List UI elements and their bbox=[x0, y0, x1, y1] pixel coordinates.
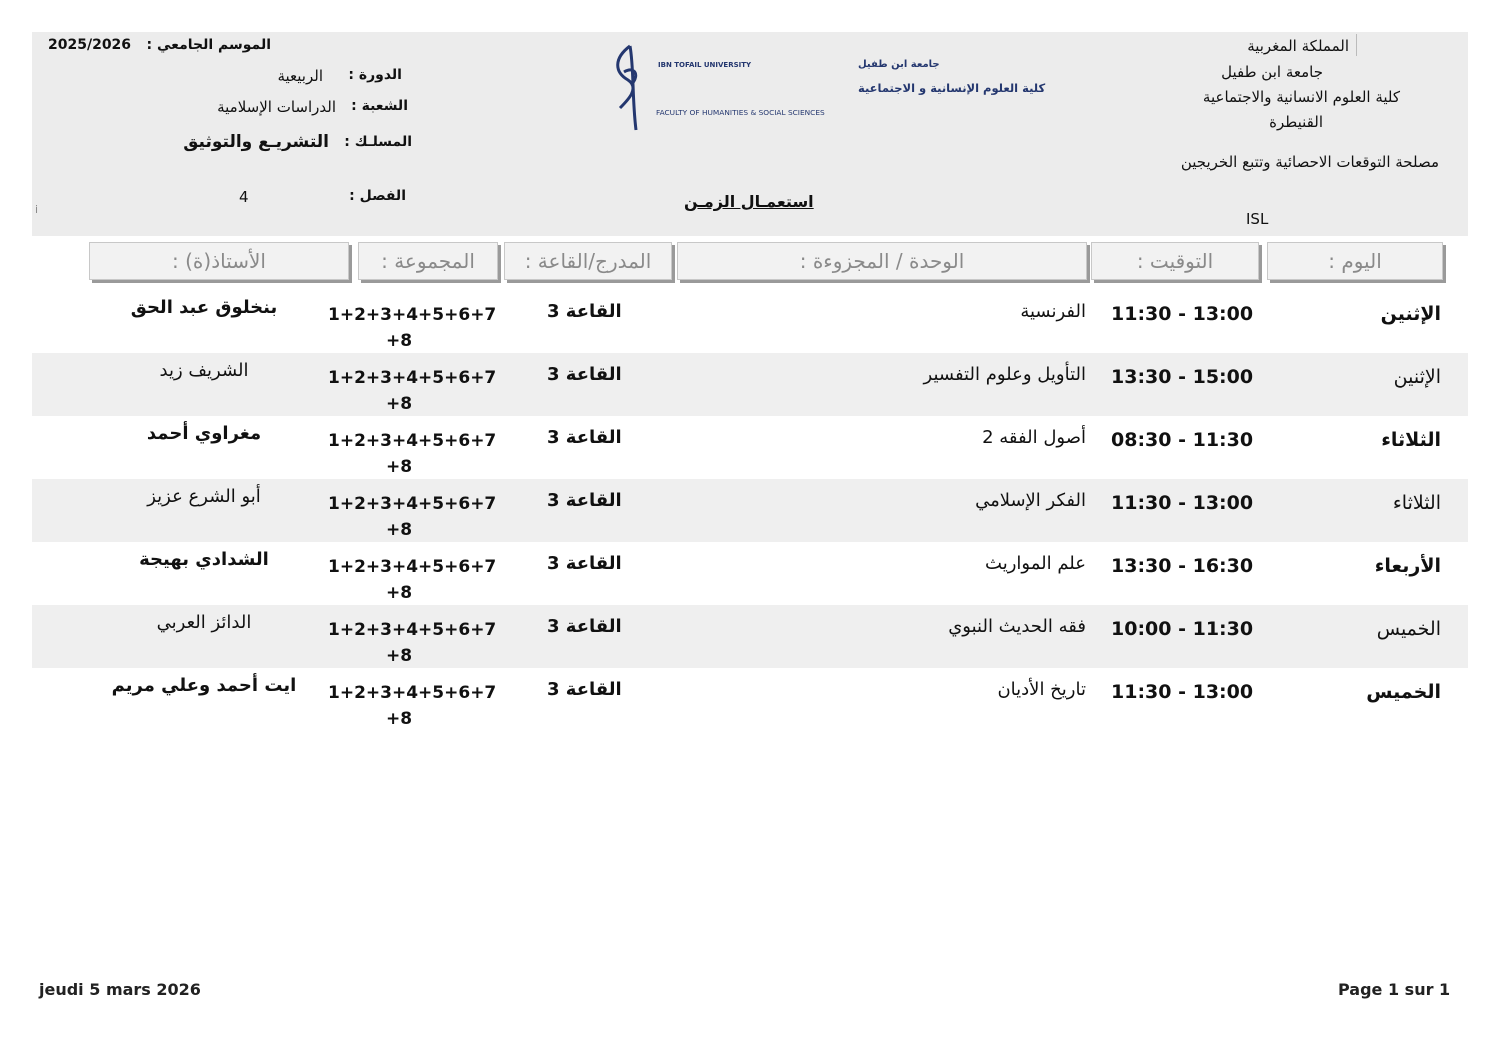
row-room: القاعة 3 bbox=[547, 427, 622, 448]
column-header-group: المجموعة : bbox=[358, 242, 498, 280]
row-time: 11:30 - 13:00 bbox=[1111, 492, 1254, 514]
row-group: 1+2+3+4+5+6+7 +8 bbox=[328, 494, 497, 540]
kingdom-line: المملكة المغربية bbox=[1247, 37, 1349, 55]
row-day: الثلاثاء bbox=[1392, 492, 1441, 514]
row-time: 11:30 - 13:00 bbox=[1111, 681, 1254, 703]
row-time: 11:30 - 13:00 bbox=[1111, 303, 1254, 325]
row-unit: التأويل وعلوم التفسير bbox=[923, 364, 1086, 385]
season-label: الموسم الجامعي : bbox=[146, 37, 271, 53]
semester-value: 4 bbox=[239, 188, 249, 206]
table-row bbox=[32, 542, 1468, 605]
row-day: الخميس bbox=[1366, 681, 1441, 703]
row-unit: أصول الفقه 2 bbox=[982, 427, 1086, 448]
row-room: القاعة 3 bbox=[547, 616, 622, 637]
row-professor: الشدادي بهيجة bbox=[139, 549, 269, 570]
row-professor: مغراوي أحمد bbox=[146, 423, 262, 444]
page-number: Page 1 sur 1 bbox=[1338, 980, 1451, 999]
row-professor: الشريف زيد bbox=[159, 360, 249, 381]
semester-label: الفصل : bbox=[349, 188, 406, 204]
row-room: القاعة 3 bbox=[547, 364, 622, 385]
print-date: jeudi 5 mars 2026 bbox=[39, 980, 201, 999]
row-room: القاعة 3 bbox=[547, 301, 622, 322]
table-row bbox=[32, 668, 1468, 731]
column-header-time: التوقيت : bbox=[1091, 242, 1259, 280]
track-value: التشريـع والتوثيق bbox=[183, 132, 329, 152]
column-header-professor: الأستاذ(ة) : bbox=[89, 242, 349, 280]
logo-ar-bottom: كلية العلوم الإنسانية و الاجتماعية bbox=[858, 81, 1046, 95]
row-professor: ايت أحمد وعلي مريم bbox=[111, 675, 297, 696]
session-label: الدورة : bbox=[348, 67, 402, 83]
column-header-day: اليوم : bbox=[1267, 242, 1443, 280]
row-unit: تاريخ الأديان bbox=[997, 679, 1086, 700]
row-unit: فقه الحديث النبوي bbox=[948, 616, 1086, 637]
row-day: الإثنين bbox=[1393, 366, 1441, 388]
branch-value: الدراسات الإسلامية bbox=[217, 98, 336, 116]
row-time: 13:30 - 15:00 bbox=[1111, 366, 1254, 388]
row-professor: الدائز العربي bbox=[156, 612, 252, 633]
row-room: القاعة 3 bbox=[547, 553, 622, 574]
university-logo bbox=[610, 38, 1046, 134]
track-label: المسلـك : bbox=[344, 134, 412, 150]
logo-en-bottom: FACULTY OF HUMANITIES & SOCIAL SCIENCES bbox=[656, 108, 825, 117]
row-unit: الفرنسية bbox=[1020, 301, 1086, 322]
row-room: القاعة 3 bbox=[547, 490, 622, 511]
row-group: 1+2+3+4+5+6+7 +8 bbox=[328, 431, 497, 477]
department-code: ISL bbox=[1246, 210, 1269, 228]
column-header-room: المدرج/القاعة : bbox=[504, 242, 672, 280]
session-value: الربيعية bbox=[277, 67, 323, 85]
university-line: جامعة ابن طفيل bbox=[1221, 63, 1323, 81]
row-group: 1+2+3+4+5+6+7 +8 bbox=[328, 305, 497, 351]
header-divider bbox=[1356, 34, 1357, 56]
logo-en-top: IBN TOFAIL UNIVERSITY bbox=[658, 61, 752, 69]
table-row bbox=[32, 416, 1468, 479]
city-line: القنيطرة bbox=[1269, 113, 1323, 131]
column-header-unit: الوحدة / المجزوءة : bbox=[677, 242, 1087, 280]
edge-mark: i bbox=[35, 203, 39, 216]
row-time: 13:30 - 16:30 bbox=[1111, 555, 1254, 577]
table-row bbox=[32, 479, 1468, 542]
row-room: القاعة 3 bbox=[547, 679, 622, 700]
row-group: 1+2+3+4+5+6+7 +8 bbox=[328, 557, 497, 603]
faculty-line: كلية العلوم الانسانية والاجتماعية bbox=[1202, 88, 1400, 106]
document-title: استعمـال الزمـن bbox=[684, 192, 814, 211]
row-day: الثلاثاء bbox=[1381, 429, 1441, 451]
row-professor: أبو الشرع عزيز bbox=[147, 486, 261, 507]
row-group: 1+2+3+4+5+6+7 +8 bbox=[328, 620, 497, 666]
table-row bbox=[32, 290, 1468, 353]
row-unit: الفكر الإسلامي bbox=[975, 490, 1086, 511]
row-group: 1+2+3+4+5+6+7 +8 bbox=[328, 683, 497, 729]
logo-emblem-icon bbox=[610, 38, 1046, 134]
row-group: 1+2+3+4+5+6+7 +8 bbox=[328, 368, 497, 414]
row-professor: بنخلوق عبد الحق bbox=[130, 297, 278, 318]
branch-label: الشعبة : bbox=[351, 98, 408, 114]
row-day: الأربعاء bbox=[1374, 555, 1441, 577]
logo-ar-top: جامعة ابن طفيل bbox=[858, 59, 940, 70]
service-line: مصلحة التوقعات الاحصائية وتتبع الخريجين bbox=[1180, 153, 1439, 171]
table-row bbox=[32, 353, 1468, 416]
season-value: 2025/2026 bbox=[48, 37, 132, 53]
row-day: الخميس bbox=[1376, 618, 1441, 640]
row-time: 08:30 - 11:30 bbox=[1111, 429, 1254, 451]
table-row bbox=[32, 605, 1468, 668]
row-day: الإثنين bbox=[1380, 303, 1441, 325]
row-unit: علم المواريث bbox=[985, 553, 1086, 574]
row-time: 10:00 - 11:30 bbox=[1111, 618, 1254, 640]
